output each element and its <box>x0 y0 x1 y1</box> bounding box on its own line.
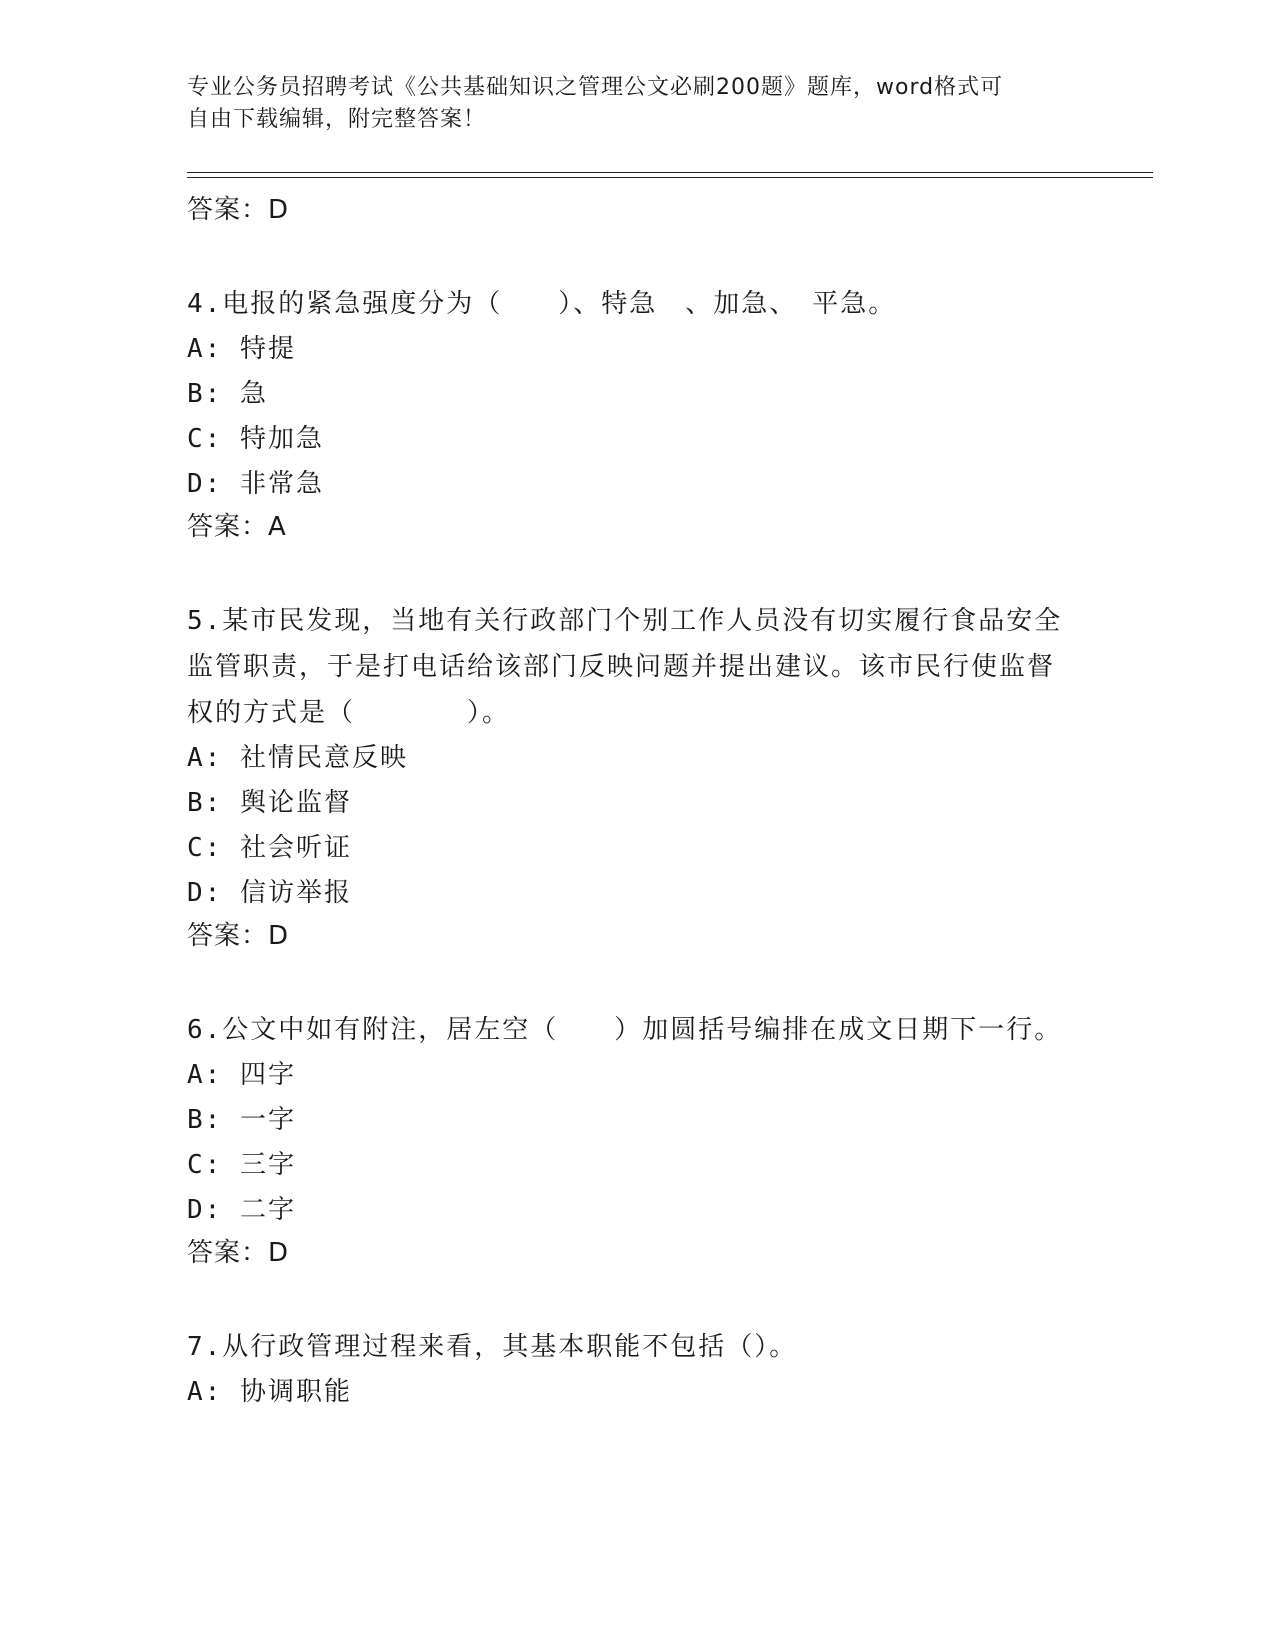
option-c: C: 特加急 <box>187 424 324 454</box>
question-text: 6.公文中如有附注，居左空（ ）加圆括号编排在成文日期下一行。 <box>187 1015 1063 1045</box>
document-header <box>187 72 1057 136</box>
option-d: D: 二字 <box>187 1195 296 1225</box>
answer: 答案：D <box>187 921 290 951</box>
question-list <box>187 190 1067 1415</box>
option-c: C: 社会听证 <box>187 833 352 863</box>
question-text: 5.某市民发现，当地有关行政部门个别工作人员没有切实履行食品安全监管职责，于是打电话给该部门反映问题并提出建议。该市民行使监督权的方式是（ ）。 <box>187 606 1063 728</box>
option-a: A: 协调职能 <box>187 1377 352 1407</box>
option-d: D: 信访举报 <box>187 878 352 908</box>
option-d: D: 非常急 <box>187 469 324 499</box>
option-b: B: 急 <box>187 379 268 409</box>
header-line-2: 自由下载编辑，附完整答案！ <box>187 107 487 132</box>
question-text: 7.从行政管理过程来看，其基本职能不包括（）。 <box>187 1332 798 1362</box>
header-rule-top <box>187 172 1153 173</box>
option-a: A: 四字 <box>187 1060 296 1090</box>
answer-prev: 答案：D <box>187 195 290 225</box>
option-a: A: 社情民意反映 <box>187 743 408 773</box>
answer: 答案：D <box>187 1238 290 1268</box>
question-7 <box>187 1324 1067 1415</box>
question-text: 4.电报的紧急强度分为（ ）、特急 、加急、 平急。 <box>187 289 897 319</box>
option-b: B: 一字 <box>187 1105 296 1135</box>
question-4 <box>187 281 1067 547</box>
option-b: B: 舆论监督 <box>187 788 352 818</box>
question-5 <box>187 598 1067 956</box>
question-6 <box>187 1007 1067 1273</box>
header-line-1: 专业公务员招聘考试《公共基础知识之管理公文必刷200题》题库，word格式可 <box>187 75 1004 100</box>
header-rule-bottom <box>187 177 1153 178</box>
option-c: C: 三字 <box>187 1150 296 1180</box>
answer: 答案：A <box>187 512 287 542</box>
option-a: A: 特提 <box>187 334 296 364</box>
